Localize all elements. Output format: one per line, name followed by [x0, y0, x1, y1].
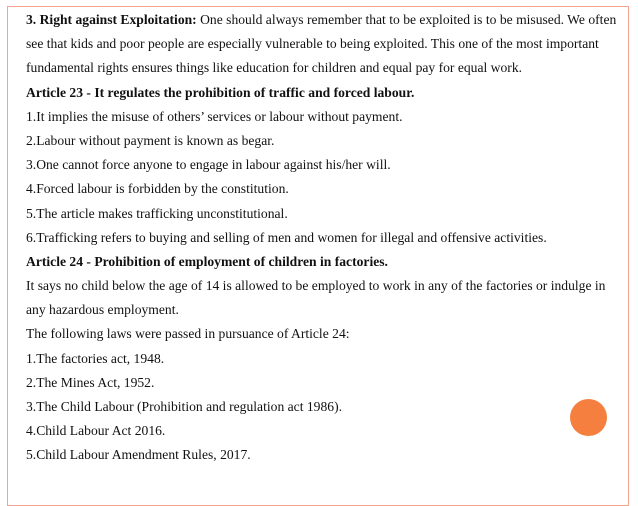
slide-content: [26, 8, 617, 468]
intro-heading: 3. Right against Exploitation:: [26, 12, 197, 27]
article-24-text-1: It says no child below the age of 14 is allowed to be employed to work in any of the factories or indulge in: [26, 278, 606, 294]
article-23-item: 4.Forced labour is forbidden by the constitution.: [26, 181, 289, 197]
article-24-heading: Article 24 - Prohibition of employment of children in factories.: [26, 253, 388, 269]
law-item: 3.The Child Labour (Prohibition and regulation act 1986).: [26, 399, 342, 414]
law-item: 2.The Mines Act, 1952.: [26, 374, 155, 390]
article-23-item: 2.Labour without payment is known as begar.: [26, 132, 275, 148]
law-item: 5.Child Labour Amendment Rules, 2017.: [26, 447, 251, 463]
intro-text-1: One should always remember that to be exploited is to be misused. We often: [196, 12, 617, 27]
law-item: 4.Child Labour Act 2016.: [26, 423, 166, 439]
intro-line-3: fundamental rights ensures things like education for children and equal pay for equal work.: [26, 60, 523, 76]
article-23-heading: Article 23 - It regulates the prohibition of traffic and forced labour.: [26, 84, 415, 100]
orange-circle-decoration: [570, 399, 607, 436]
intro-line-1: [26, 8, 617, 32]
article-23-item: 1.It implies the misuse of others’ services or labour without payment.: [26, 108, 403, 124]
article-23-item: 6.Trafficking refers to buying and selling of men and women for illegal and offensive activities.: [26, 229, 547, 245]
article-23-item: 3.One cannot force anyone to engage in labour against his/her will.: [26, 157, 391, 173]
article-23-item: 5.The article makes trafficking unconstitutional.: [26, 205, 288, 221]
intro-line-2: see that kids and poor people are especially vulnerable to being exploited. This one of the most important: [26, 36, 599, 52]
article-24-text-2: any hazardous employment.: [26, 302, 179, 318]
laws-intro: The following laws were passed in pursuance of Article 24:: [26, 326, 350, 342]
law-item: 1.The factories act, 1948.: [26, 350, 165, 366]
